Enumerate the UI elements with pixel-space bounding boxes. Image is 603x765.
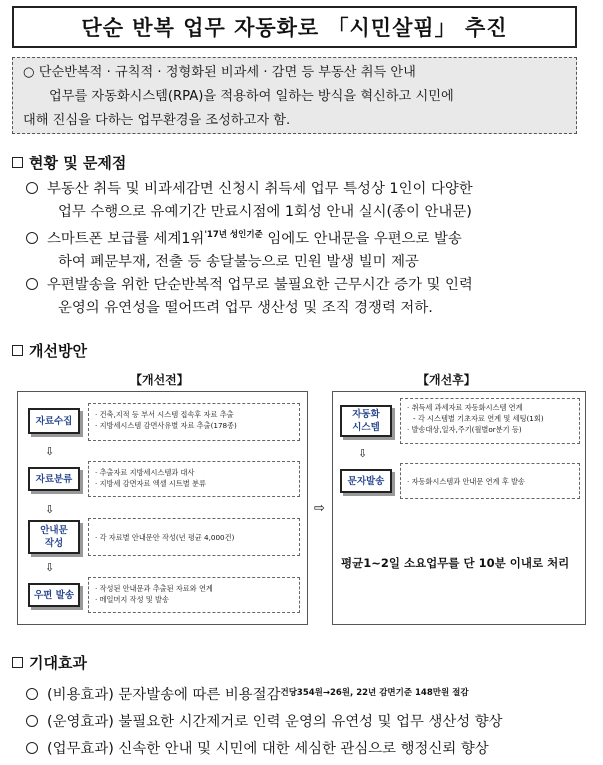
desc-sms-sending: · 자동화시스템과 안내문 연계 후 발송 — [400, 463, 580, 499]
circle-bullet-icon — [26, 688, 38, 700]
effect-item-work: (업무효과) 신속한 안내 및 시민에 대한 세심한 관심으로 행정신뢰 향상 — [26, 736, 586, 763]
bullet-item: 부동산 취득 및 비과세감면 신청시 취득세 업무 특성상 1인이 다양한 — [26, 178, 586, 201]
summary-line-1: ○ 단순반복적 · 규칙적 · 정형화된 비과세 · 감면 등 부동산 취득 안내 — [23, 65, 416, 80]
effect-item-operation: (운영효과) 불필요한 시간제거로 인력 운영의 유연성 및 업무 생산성 향상 — [26, 709, 586, 736]
stage-automation-system: 자동화 시스템 — [340, 405, 392, 437]
down-arrow-icon: ⇩ — [45, 445, 55, 458]
down-arrow-icon: ⇩ — [45, 561, 55, 574]
footnote-sup: '17년 성인기준 — [204, 230, 263, 240]
before-label: 【개선전】 — [130, 373, 189, 387]
circle-bullet-icon — [26, 182, 38, 194]
circle-bullet-icon — [26, 715, 38, 727]
desc-notice-writing: · 각 자료별 안내문안 작성(년 평균 4,000건) — [88, 518, 300, 556]
summary-line-3: 대해 진심을 다하는 업무환경을 조성하고자 함. — [23, 113, 291, 128]
stage-notice-writing: 안내문 작성 — [28, 520, 80, 554]
circle-bullet-icon — [26, 232, 38, 244]
section-heading-status: 현황 및 문제점 — [12, 152, 126, 173]
stage-data-classification: 자료분류 — [28, 467, 80, 491]
desc-automation-system: · 취득세 과세자료 자동화시스템 연계 - 각 시스템별 기초자료 연계 및 세팅(1회) · 발송대상,일자,주기(월별or분기 등) — [400, 398, 580, 444]
effect-item-cost: (비용효과) 문자발송에 따른 비용절감$^{건당354원\to 26원, 22년 감면기준 148만원 절감}$ — [26, 680, 586, 709]
result-text: 평균1~2일 소요업무를 단 10분 이내로 처리 — [341, 556, 570, 570]
desc-data-classification: · 추출자료 지방세시스템과 대사 · 지방세 감면자료 엑셀 시트별 분류 — [88, 461, 300, 497]
bullet-item-continued: 하여 폐문부재, 전출 등 송달불능으로 민원 발생 빌미 제공 — [58, 254, 419, 270]
down-arrow-icon: ⇩ — [358, 447, 368, 460]
square-bullet-icon — [12, 657, 23, 668]
status-bullets — [26, 178, 586, 320]
cost-note: 건당354원→26원, 22년 감면기준 148만원 절감 — [280, 688, 469, 698]
section-heading-improvement: 개선방안 — [12, 340, 87, 361]
down-arrow-icon: ⇩ — [45, 503, 55, 516]
right-arrow-icon: ⇨ — [314, 501, 325, 516]
title-box — [12, 6, 577, 48]
after-label: 【개선후】 — [417, 373, 476, 387]
stage-sms-sending: 문자발송 — [340, 469, 392, 493]
section-heading-effects: 기대효과 — [12, 652, 87, 673]
summary-line-2: 업무를 자동화시스템(RPA)을 적용하여 일하는 방식을 혁신하고 시민에 — [49, 89, 454, 104]
bullet-item-continued: 업무 수행으로 유예기간 만료시점에 1회성 안내 실시(종이 안내문) — [58, 204, 472, 220]
bullet-item-continued: 운영의 유연성을 떨어뜨려 업무 생산성 및 조직 경쟁력 저하. — [58, 300, 433, 316]
summary-box — [12, 57, 577, 134]
stage-mail-sending: 우편 발송 — [28, 583, 80, 607]
desc-mail-sending: · 작성된 안내문과 추출된 자료와 연계 · 메일머지 작성 및 발송 — [88, 577, 300, 613]
bullet-item: 우편발송을 위한 단순반복적 업무로 불필요한 근무시간 증가 및 인력 — [26, 274, 586, 297]
square-bullet-icon — [12, 345, 23, 356]
bullet-item: 스마트폰 보급률 세계1위$^{'17년 성인기준}$ 임에도 안내문을 우편으로 발송 — [26, 224, 586, 251]
stage-data-collection: 자료수집 — [28, 408, 80, 434]
circle-bullet-icon — [26, 278, 38, 290]
page-title: 단순 반복 업무 자동화로 「시민살핌」 추진 — [81, 16, 508, 40]
effects-bullets — [26, 680, 586, 763]
desc-data-collection: · 건축,지적 등 부서 시스템 접속후 자료 추출 · 지방세시스템 감면사유별 자료 추출(178종) — [88, 403, 300, 441]
circle-bullet-icon — [26, 742, 38, 754]
square-bullet-icon — [12, 157, 23, 168]
